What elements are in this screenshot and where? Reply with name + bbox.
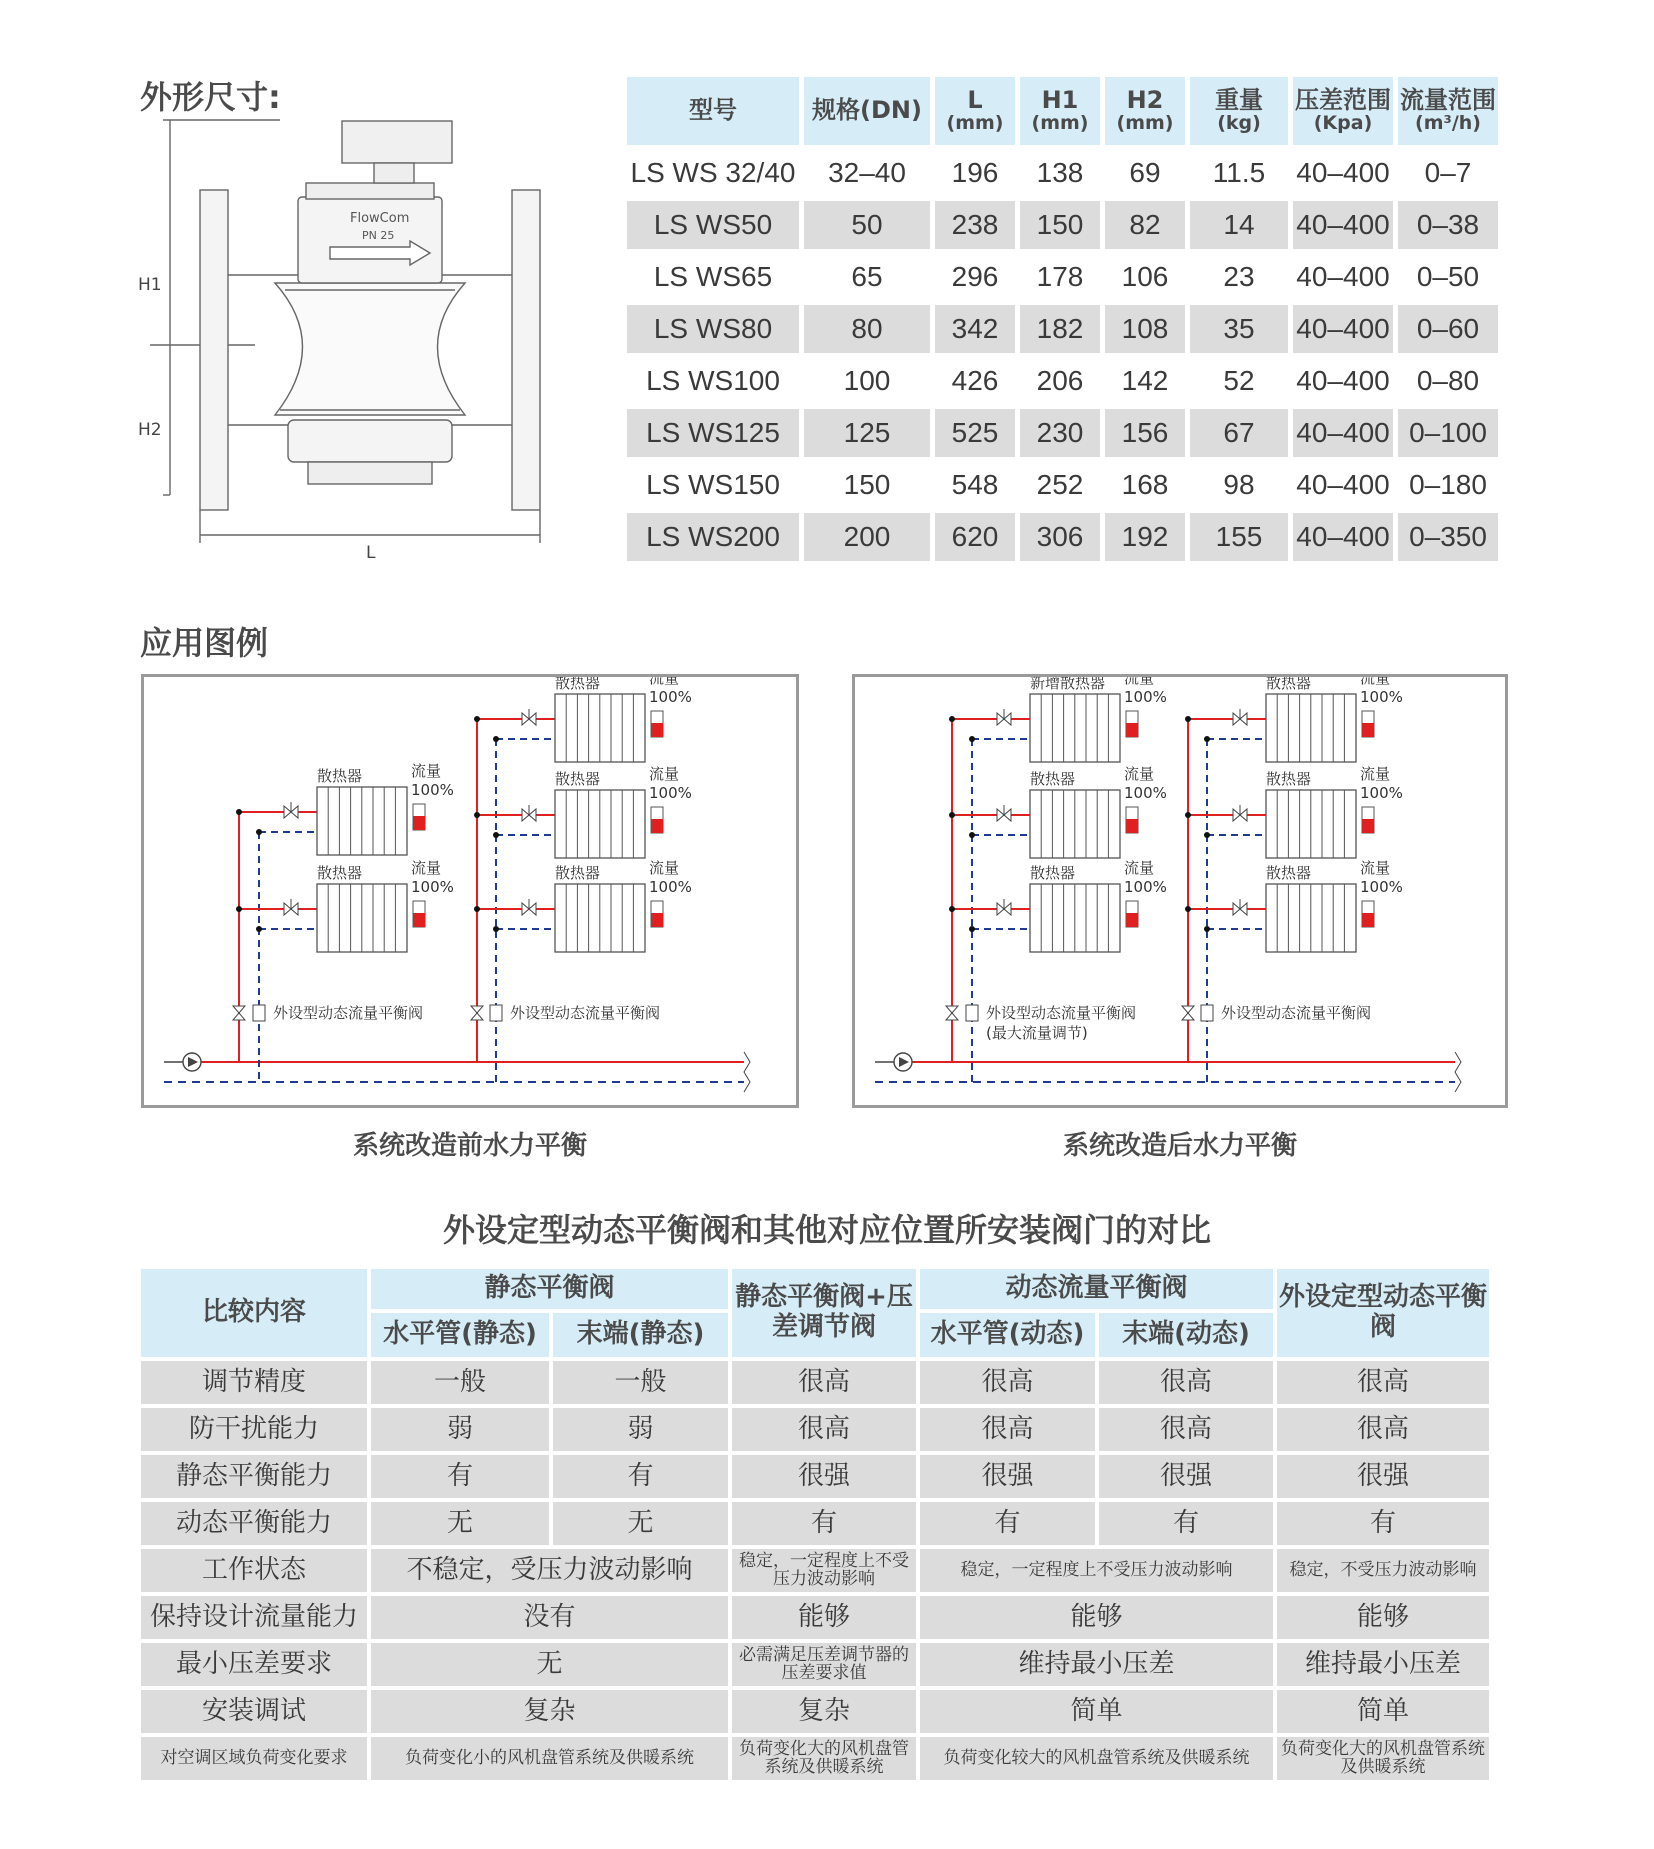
spec-cell: LS WS200: [627, 513, 799, 561]
spec-cell: 296: [951, 261, 999, 292]
cmp-header-external: 外设定型动态平衡阀: [1277, 1269, 1489, 1357]
spec-cell: 40–400: [1296, 365, 1390, 396]
cmp-cell: 很强: [1099, 1455, 1273, 1498]
cmp-cell: 不稳定，受压力波动影响: [371, 1549, 728, 1592]
valve-label: 外设型动态流量平衡阀: [986, 1004, 1137, 1022]
joint: [1185, 906, 1191, 912]
label-h2: H2: [138, 420, 162, 440]
spec-cell: 155: [1190, 513, 1288, 561]
spec-cell: 156: [1105, 409, 1185, 457]
flow-gauge-fill: [651, 723, 663, 737]
spec-cell: 192: [1105, 513, 1185, 561]
spec-cell: 426: [951, 365, 999, 396]
spec-row: [627, 253, 1498, 301]
spec-col-model: 型号: [627, 77, 799, 145]
flow-pct: 100%: [411, 781, 454, 799]
spec-cell: 65: [851, 261, 883, 292]
flow-pct: 100%: [1360, 878, 1403, 896]
cmp-sub-static-e: 末端(静态): [553, 1313, 728, 1357]
spec-cell: 620: [935, 513, 1015, 561]
diagram-after: [852, 674, 1508, 1108]
cmp-label: 对空调区域负荷变化要求: [141, 1737, 367, 1780]
flow-gauge-fill: [1362, 819, 1374, 833]
flow-pct: 100%: [1124, 688, 1167, 706]
cmp-cell: 很强: [1277, 1455, 1489, 1498]
flow-pct: 100%: [1360, 688, 1403, 706]
spec-cell: 0–350: [1398, 513, 1498, 561]
cmp-cell: 一般: [371, 1361, 549, 1404]
spec-col-l: L (mm): [935, 77, 1015, 145]
spec-cell: 342: [935, 305, 1015, 353]
flow-gauge-fill: [1126, 819, 1138, 833]
joint: [474, 812, 480, 818]
spec-cell: 40–400: [1293, 201, 1393, 249]
spec-cell: 168: [1121, 469, 1169, 500]
joint: [969, 736, 975, 742]
spec-cell: 142: [1121, 365, 1169, 396]
flow-label: 流量: [1124, 765, 1155, 783]
spec-col-h2: H2 (mm): [1105, 77, 1185, 145]
spec-row: [627, 305, 1498, 353]
cmp-label: 最小压差要求: [141, 1643, 367, 1686]
flow-gauge-fill: [1362, 913, 1374, 927]
flow-pct: 100%: [1360, 784, 1403, 802]
caption-after: 系统改造后水力平衡: [1062, 1131, 1297, 1161]
flow-gauge-fill: [1126, 913, 1138, 927]
flow-pct: 100%: [1124, 878, 1167, 896]
label-h1: H1: [138, 275, 162, 295]
break-symbol: [1455, 1052, 1461, 1092]
spec-header-row: [627, 77, 1498, 145]
spec-cell: 35: [1190, 305, 1288, 353]
balance-valve: [966, 1005, 978, 1021]
valve-label: 外设型动态流量平衡阀: [1221, 1004, 1372, 1022]
cmp-cell: 无: [553, 1502, 728, 1545]
flow-label: 流量: [1124, 677, 1155, 687]
spec-cell: 40–400: [1293, 305, 1393, 353]
spec-col-dn: 规格(DN): [804, 77, 930, 145]
joint: [949, 906, 955, 912]
spec-cell: 196: [951, 157, 999, 188]
cmp-header-compare: 比较内容: [141, 1269, 367, 1357]
spec-cell: 80: [804, 305, 930, 353]
label-l: L: [366, 543, 376, 563]
spec-cell: 200: [804, 513, 930, 561]
cmp-cell: 没有: [371, 1596, 728, 1639]
cmp-label: 工作状态: [141, 1549, 367, 1592]
spec-cell: 14: [1190, 201, 1288, 249]
cmp-cell: 有: [553, 1455, 728, 1498]
cmp-cell: 无: [371, 1502, 549, 1545]
cmp-row: [141, 1502, 1489, 1545]
cmp-cell: 负荷变化较大的风机盘管系统及供暖系统: [920, 1737, 1273, 1780]
joint: [493, 926, 499, 932]
cmp-cell: 一般: [553, 1361, 728, 1404]
radiator-label: 散热器: [555, 677, 601, 692]
flow-label: 流量: [1360, 859, 1391, 877]
cmp-cell: 维持最小压差: [920, 1643, 1273, 1686]
valve-label: 外设型动态流量平衡阀: [273, 1004, 424, 1022]
cmp-cell: 维持最小压差: [1277, 1643, 1489, 1686]
cmp-row: [141, 1361, 1489, 1404]
spec-cell: 150: [1020, 201, 1100, 249]
cmp-cell: 复杂: [371, 1690, 728, 1733]
cmp-cell: 稳定，一定程度上不受压力波动影响: [732, 1549, 916, 1592]
brand-text: FlowCom: [350, 211, 410, 226]
spec-cell: 40–400: [1296, 261, 1390, 292]
spec-cell: 82: [1105, 201, 1185, 249]
flow-label: 流量: [649, 765, 680, 783]
cmp-row-load: [141, 1737, 1489, 1780]
joint: [1204, 736, 1210, 742]
joint: [493, 832, 499, 838]
spec-cell: 100: [843, 365, 891, 396]
application-title: 应用图例: [140, 624, 269, 662]
spec-cell: 238: [935, 201, 1015, 249]
radiator-label: 散热器: [1030, 770, 1076, 788]
spec-cell: 32–40: [828, 157, 906, 188]
joint: [1185, 716, 1191, 722]
joint: [949, 812, 955, 818]
flow-gauge-fill: [1126, 723, 1138, 737]
comparison-title: 外设定型动态平衡阀和其他对应位置所安装阀门的对比: [442, 1211, 1211, 1249]
spec-col-dp: 压差范围 (Kpa): [1293, 77, 1393, 145]
joint: [969, 926, 975, 932]
flow-gauge-fill: [651, 819, 663, 833]
comparison-table: [137, 1265, 1493, 1784]
cmp-row-keep-flow: [141, 1596, 1489, 1639]
radiator-label: 新增散热器: [1030, 677, 1106, 692]
joint: [493, 736, 499, 742]
spec-cell: 0–80: [1416, 365, 1480, 396]
cmp-cell: 稳定，不受压力波动影响: [1277, 1549, 1489, 1592]
caption-before: 系统改造前水力平衡: [352, 1131, 587, 1161]
spec-cell: 206: [1036, 365, 1084, 396]
cmp-cell: 很高: [920, 1408, 1095, 1451]
spec-cell: 106: [1121, 261, 1169, 292]
spec-row: [627, 149, 1498, 197]
spec-cell: 0–60: [1398, 305, 1498, 353]
valve-label-extra: (最大流量调节): [986, 1024, 1088, 1042]
spec-cell: 525: [935, 409, 1015, 457]
spec-cell: 69: [1129, 157, 1161, 188]
radiator-label: 散热器: [317, 767, 363, 785]
joint: [1185, 812, 1191, 818]
pressure-text: PN 25: [362, 229, 395, 242]
cmp-cell: 很高: [920, 1361, 1095, 1404]
spec-cell: 252: [1036, 469, 1084, 500]
spec-table: [622, 73, 1503, 565]
flow-gauge-fill: [413, 816, 425, 830]
cmp-cell: 能够: [732, 1596, 916, 1639]
spec-row: [627, 357, 1498, 405]
spec-cell: LS WS125: [627, 409, 799, 457]
joint: [474, 906, 480, 912]
spec-cell: 548: [951, 469, 999, 500]
spec-cell: LS WS65: [653, 261, 773, 292]
spec-cell: 0–7: [1424, 157, 1472, 188]
spec-cell: 11.5: [1212, 157, 1266, 188]
flow-pct: 100%: [411, 878, 454, 896]
flow-gauge-fill: [1362, 723, 1374, 737]
spec-cell: 0–100: [1398, 409, 1498, 457]
cmp-cell: 稳定，一定程度上不受压力波动影响: [920, 1549, 1273, 1592]
cmp-row: [141, 1455, 1489, 1498]
cmp-cell: 简单: [1277, 1690, 1489, 1733]
joint: [1204, 926, 1210, 932]
spec-cell: 306: [1020, 513, 1100, 561]
balance-valve: [253, 1005, 265, 1021]
spec-cell: 125: [804, 409, 930, 457]
spec-cell: 182: [1020, 305, 1100, 353]
cmp-cell: 有: [920, 1502, 1095, 1545]
joint: [256, 926, 262, 932]
spec-cell: 67: [1190, 409, 1288, 457]
cmp-cell: 有: [732, 1502, 916, 1545]
cmp-header-static-pd: 静态平衡阀+压差调节阀: [732, 1269, 916, 1357]
cmp-sub-dyn-h: 水平管(动态): [920, 1313, 1095, 1357]
cmp-row-install: [141, 1690, 1489, 1733]
spec-cell: 40–400: [1296, 469, 1390, 500]
cmp-cell: 很高: [1099, 1361, 1273, 1404]
flow-label: 流量: [1360, 677, 1391, 687]
flow-label: 流量: [1360, 765, 1391, 783]
flow-pct: 100%: [1124, 784, 1167, 802]
spec-col-flow: 流量范围 (m³/h): [1398, 77, 1498, 145]
spec-cell: 138: [1036, 157, 1084, 188]
cmp-cell: 简单: [920, 1690, 1273, 1733]
joint: [236, 906, 242, 912]
cmp-label: 静态平衡能力: [141, 1455, 367, 1498]
spec-col-weight: 重量 (kg): [1190, 77, 1288, 145]
spec-row: [627, 409, 1498, 457]
cmp-cell: 弱: [371, 1408, 549, 1451]
cmp-header-dynamic: 动态流量平衡阀: [920, 1269, 1273, 1309]
cmp-cell: 复杂: [732, 1690, 916, 1733]
cmp-cell: 能够: [1277, 1596, 1489, 1639]
cmp-cell: 很高: [1277, 1361, 1489, 1404]
spec-cell: 0–50: [1416, 261, 1480, 292]
cmp-cell: 有: [1277, 1502, 1489, 1545]
cmp-cell: 有: [1099, 1502, 1273, 1545]
spec-cell: 23: [1223, 261, 1255, 292]
flow-gauge-fill: [651, 913, 663, 927]
cmp-label: 防干扰能力: [141, 1408, 367, 1451]
cmp-label: 动态平衡能力: [141, 1502, 367, 1545]
radiator-label: 散热器: [555, 864, 601, 882]
radiator-label: 散热器: [1266, 864, 1312, 882]
cmp-cell: 弱: [553, 1408, 728, 1451]
joint: [236, 809, 242, 815]
cmp-label: 保持设计流量能力: [141, 1596, 367, 1639]
cmp-cell: 很高: [732, 1361, 916, 1404]
dimensions-title: 外形尺寸:: [140, 78, 281, 116]
diagram-before: [141, 674, 799, 1108]
flow-label: 流量: [411, 859, 442, 877]
joint: [256, 829, 262, 835]
flow-label: 流量: [1124, 859, 1155, 877]
spec-cell: 178: [1036, 261, 1084, 292]
cmp-cell: 能够: [920, 1596, 1273, 1639]
spec-cell: 0–180: [1409, 469, 1487, 500]
spec-row: [627, 513, 1498, 561]
cmp-cell: 负荷变化大的风机盘管系统及供暖系统: [1277, 1737, 1489, 1780]
spec-cell: 150: [843, 469, 891, 500]
cmp-cell: 很强: [732, 1455, 916, 1498]
flow-pct: 100%: [649, 784, 692, 802]
branch-valve: [946, 1006, 958, 1020]
spec-cell: LS WS 32/40: [630, 157, 796, 188]
cmp-cell: 很高: [732, 1408, 916, 1451]
cmp-cell: 负荷变化小的风机盘管系统及供暖系统: [371, 1737, 728, 1780]
valve-drawing: [130, 115, 560, 565]
spec-cell: LS WS150: [646, 469, 780, 500]
spec-cell: 108: [1105, 305, 1185, 353]
flow-label: 流量: [649, 859, 680, 877]
joint: [474, 716, 480, 722]
flow-label: 流量: [411, 762, 442, 780]
spec-cell: LS WS80: [627, 305, 799, 353]
spec-col-h1: H1 (mm): [1020, 77, 1100, 145]
cmp-sub-static-h: 水平管(静态): [371, 1313, 549, 1357]
spec-cell: 40–400: [1293, 409, 1393, 457]
cmp-label: 调节精度: [141, 1361, 367, 1404]
flow-pct: 100%: [649, 688, 692, 706]
cmp-header-static: 静态平衡阀: [371, 1269, 728, 1309]
radiator-label: 散热器: [1266, 677, 1312, 692]
joint: [1204, 832, 1210, 838]
cmp-cell: 无: [371, 1643, 728, 1686]
radiator-label: 散热器: [317, 864, 363, 882]
flow-gauge-fill: [413, 913, 425, 927]
radiator-label: 散热器: [555, 770, 601, 788]
cmp-row: [141, 1408, 1489, 1451]
cmp-cell: 很强: [920, 1455, 1095, 1498]
spec-cell: 50: [804, 201, 930, 249]
cmp-cell: 有: [371, 1455, 549, 1498]
cmp-label: 安装调试: [141, 1690, 367, 1733]
radiator-label: 散热器: [1030, 864, 1076, 882]
spec-cell: 230: [1020, 409, 1100, 457]
spec-row: [627, 461, 1498, 509]
balance-valve: [490, 1005, 502, 1021]
spec-cell: LS WS50: [627, 201, 799, 249]
radiator-label: 散热器: [1266, 770, 1312, 788]
spec-cell: LS WS100: [646, 365, 780, 396]
flow-label: 流量: [649, 677, 680, 687]
break-symbol: [744, 1052, 750, 1092]
spec-cell: 98: [1223, 469, 1255, 500]
branch-valve: [1182, 1006, 1194, 1020]
cmp-cell: 很高: [1277, 1408, 1489, 1451]
joint: [969, 832, 975, 838]
spec-cell: 0–38: [1398, 201, 1498, 249]
spec-cell: 40–400: [1293, 513, 1393, 561]
spec-cell: 52: [1223, 365, 1255, 396]
valve-label: 外设型动态流量平衡阀: [510, 1004, 661, 1022]
balance-valve: [1201, 1005, 1213, 1021]
cmp-cell: 很高: [1099, 1408, 1273, 1451]
spec-cell: 40–400: [1296, 157, 1390, 188]
spec-row: [627, 201, 1498, 249]
flow-pct: 100%: [649, 878, 692, 896]
branch-valve: [471, 1006, 483, 1020]
cmp-sub-dyn-e: 末端(动态): [1099, 1313, 1273, 1357]
cmp-row-work-state: [141, 1549, 1489, 1592]
branch-valve: [233, 1006, 245, 1020]
cmp-row-min-dp: [141, 1643, 1489, 1686]
joint: [949, 716, 955, 722]
cmp-cell: 必需满足压差调节器的压差要求值: [732, 1643, 916, 1686]
cmp-cell: 负荷变化大的风机盘管系统及供暖系统: [732, 1737, 916, 1780]
